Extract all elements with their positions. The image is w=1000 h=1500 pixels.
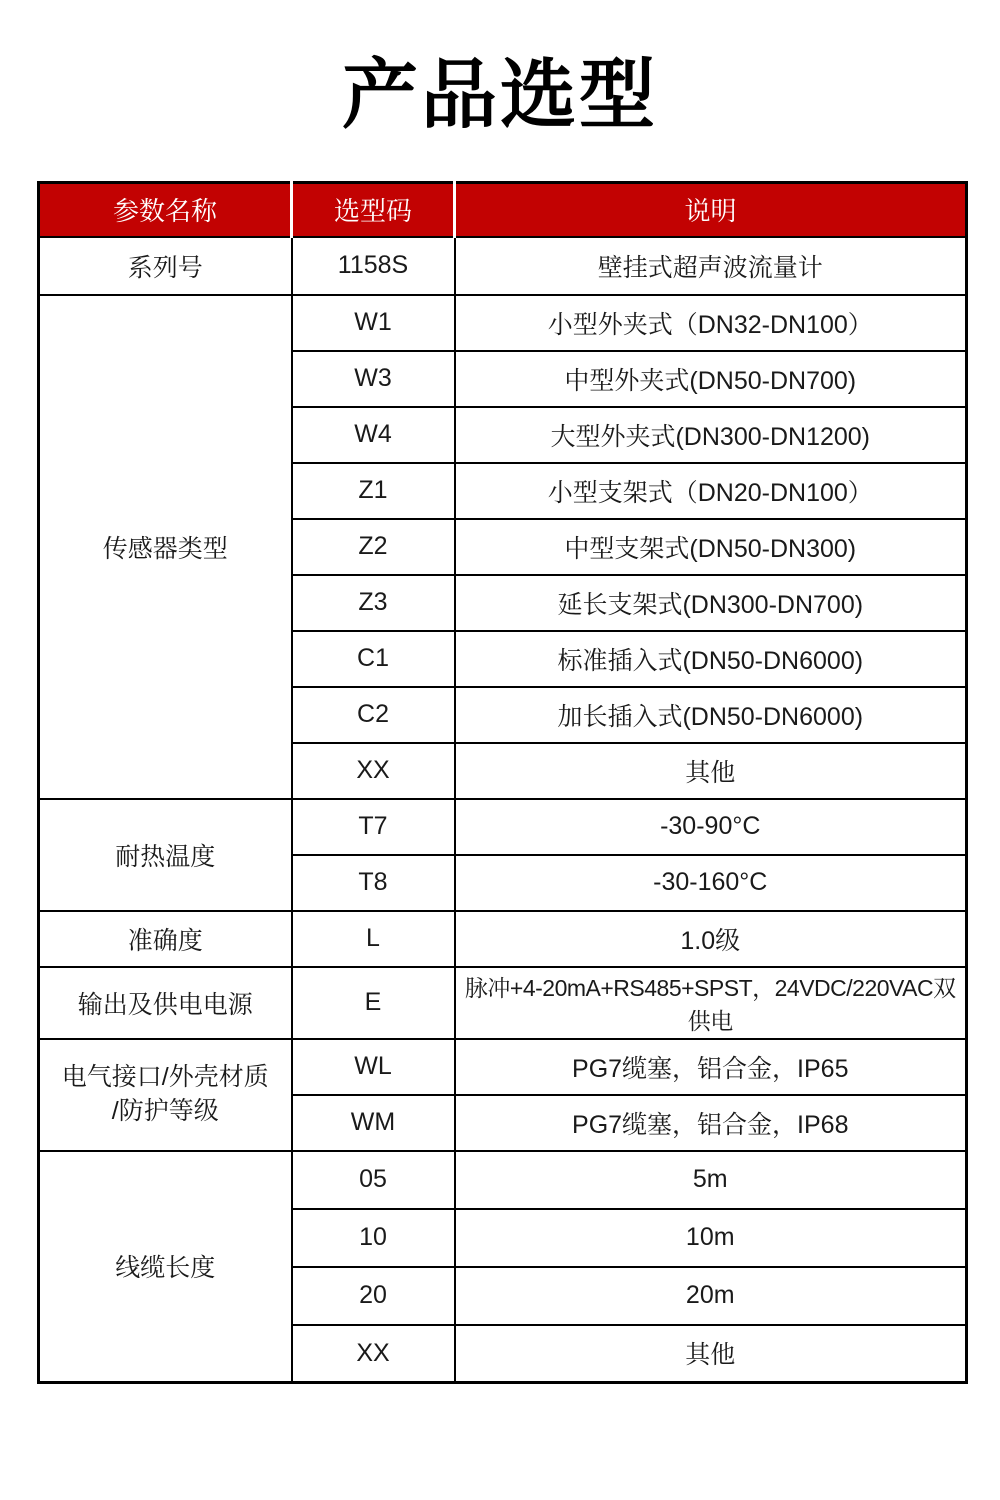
header-row [39, 183, 967, 237]
desc-cell: 10m [455, 1209, 967, 1267]
param-line-2: /防护等级 [111, 1096, 219, 1125]
desc-cell: 大型外夹式(DN300-DN1200) [455, 407, 967, 463]
code-cell: W1 [292, 295, 455, 351]
header-desc: 说明 [455, 183, 967, 237]
desc-cell: 小型支架式（DN20-DN100） [455, 463, 967, 519]
desc-cell: -30-90°C [455, 799, 967, 855]
param-cell-electrical [39, 1039, 292, 1151]
param-cell-sensor: 传感器类型 [39, 295, 292, 799]
desc-cell: 小型外夹式（DN32-DN100） [455, 295, 967, 351]
desc-cell: 中型外夹式(DN50-DN700) [455, 351, 967, 407]
desc-cell: 脉冲+4-20mA+RS485+SPST，24VDC/220VAC双供电 [455, 967, 967, 1039]
code-cell: 20 [292, 1267, 455, 1325]
param-cell: 输出及供电电源 [39, 967, 292, 1039]
desc-cell: 延长支架式(DN300-DN700) [455, 575, 967, 631]
code-cell: Z2 [292, 519, 455, 575]
desc-cell: 壁挂式超声波流量计 [455, 237, 967, 295]
table-row [39, 967, 967, 1039]
code-cell: 05 [292, 1151, 455, 1209]
code-cell: WL [292, 1039, 455, 1095]
param-cell: 准确度 [39, 911, 292, 967]
code-cell: XX [292, 1325, 455, 1383]
param-line-1: 电气接口/外壳材质 [61, 1062, 269, 1091]
code-cell: XX [292, 743, 455, 799]
code-cell: C1 [292, 631, 455, 687]
table-row [39, 911, 967, 967]
code-cell: T7 [292, 799, 455, 855]
code-cell: C2 [292, 687, 455, 743]
table-row [39, 1039, 967, 1095]
code-cell: WM [292, 1095, 455, 1151]
desc-cell: 20m [455, 1267, 967, 1325]
table-row [39, 237, 967, 295]
desc-cell: 加长插入式(DN50-DN6000) [455, 687, 967, 743]
code-cell: Z3 [292, 575, 455, 631]
header-code: 选型码 [292, 183, 455, 237]
param-cell-temperature: 耐热温度 [39, 799, 292, 911]
code-cell: W3 [292, 351, 455, 407]
code-cell: 10 [292, 1209, 455, 1267]
code-cell: 1158S [292, 237, 455, 295]
code-cell: E [292, 967, 455, 1039]
desc-cell: PG7缆塞，铝合金，IP68 [455, 1095, 967, 1151]
code-cell: W4 [292, 407, 455, 463]
desc-cell: 其他 [455, 743, 967, 799]
desc-cell: 1.0级 [455, 911, 967, 967]
param-cell-cable: 线缆长度 [39, 1151, 292, 1383]
desc-cell: PG7缆塞，铝合金，IP65 [455, 1039, 967, 1095]
code-cell: Z1 [292, 463, 455, 519]
table-row [39, 799, 967, 855]
table-row [39, 295, 967, 351]
product-selection-table [37, 181, 968, 1384]
desc-cell: 5m [455, 1151, 967, 1209]
header-param: 参数名称 [39, 183, 292, 237]
code-cell: T8 [292, 855, 455, 911]
desc-cell: 其他 [455, 1325, 967, 1383]
param-cell: 系列号 [39, 237, 292, 295]
selection-table-wrap [37, 181, 965, 1384]
desc-cell: 中型支架式(DN50-DN300) [455, 519, 967, 575]
page-title: 产品选型 [342, 53, 658, 138]
desc-cell: -30-160°C [455, 855, 967, 911]
code-cell: L [292, 911, 455, 967]
desc-cell: 标准插入式(DN50-DN6000) [455, 631, 967, 687]
table-row [39, 1151, 967, 1209]
